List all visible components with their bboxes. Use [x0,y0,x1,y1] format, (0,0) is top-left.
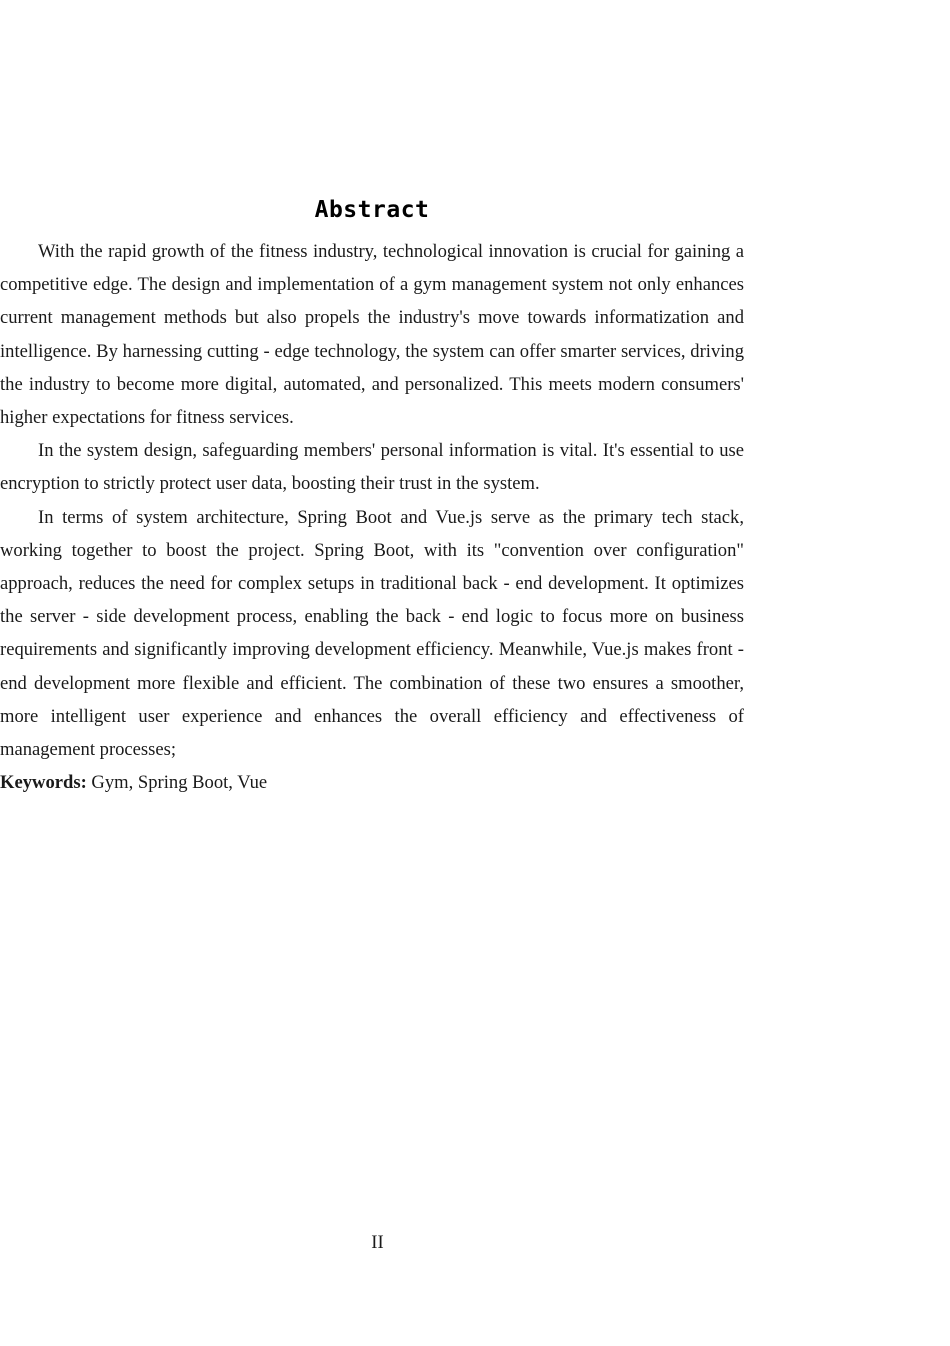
keywords-label: Keywords: [0,772,87,794]
keywords-value: Gym, Spring Boot, Vue [91,772,268,794]
paragraph-2: In the system design, safeguarding members' personal information is vital. It's essential to use encryption to strictly protect user data, boosting their trust in the system. [0,440,744,495]
page-title: Abstract [314,197,430,223]
keywords-line [0,766,744,799]
abstract-body [0,235,744,799]
page-number: II [371,1232,384,1253]
paragraph-3: In terms of system architecture, Spring Boot and Vue.js serve as the primary tech stack, working together to boost the project. Spring Boot, with its "convention over configuration" approach, reduces the need for complex setups in traditional back - end development. It optimizes the server - side development process, enabling the back - end logic to focus more on business requirements and significantly improving development efficiency. Meanwhile, Vue.js makes front - end development more flexible and efficient. The combination of these two ensures a smoother, more intelligent user experience and enhances the overall efficiency and effectiveness of management processes; [0,506,744,761]
paragraph-1: With the rapid growth of the fitness industry, technological innovation is crucial for gaining a competitive edge. The design and implementation of a gym management system not only enhances current management methods but also propels the industry's move towards informatization and intelligence. By harnessing cutting - edge technology, the system can offer smarter services, driving the industry to become more digital, automated, and personalized. This meets modern consumers' higher expectations for fitness services. [0,241,744,429]
